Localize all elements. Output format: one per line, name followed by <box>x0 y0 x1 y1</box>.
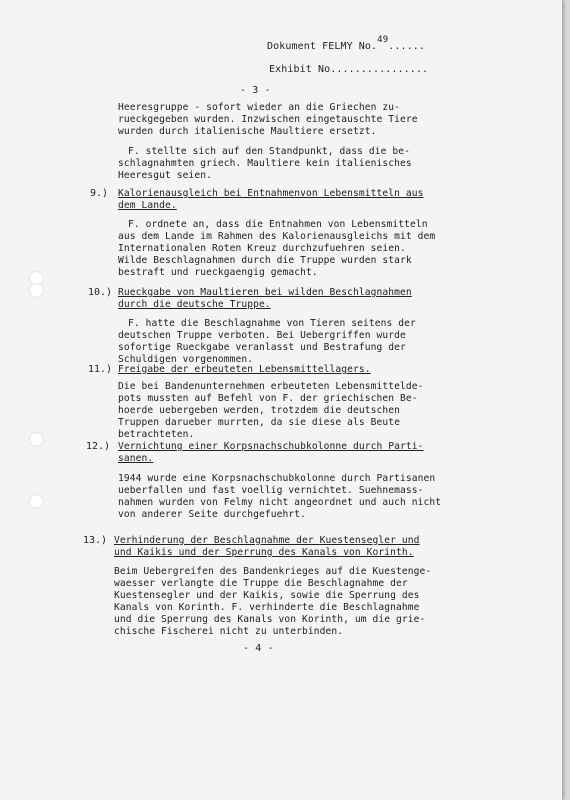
section-text: ueberfallen und fast voellig vernichtet. Suehnemass- <box>118 485 424 496</box>
intro-line: F. stellte sich auf den Standpunkt, dass die be- <box>128 146 411 157</box>
section-text: F. ordnete an, dass die Entnahmen von Lebensmitteln <box>128 219 428 230</box>
section-text: von anderer Seite durchgefuehrt. <box>118 509 307 520</box>
punch-hole <box>29 283 44 298</box>
section-heading: Vernichtung einer Korpsnachschubkolonne durch Parti- <box>118 441 424 452</box>
section-heading: Kalorienausgleich bei Entnahmenvon Lebensmitteln aus <box>118 188 424 199</box>
section-number: 13.) <box>83 535 108 546</box>
intro-line: schlagnahmten griech. Maultiere kein italienisches <box>118 158 412 169</box>
section-text: nahmen wurden von Felmy nicht angeordnet und auch nicht <box>118 497 442 508</box>
section-number: 9.) <box>90 188 109 199</box>
dokument-dots: ...... <box>388 41 425 52</box>
section-text: F. hatte die Beschlagnahme von Tieren seitens der <box>128 318 416 329</box>
dokument-number: 49 <box>377 35 389 45</box>
section-text: sofortige Rueckgabe veranlasst und Bestrafung der <box>118 342 406 353</box>
section-text: Kanals von Korinth. F. verhinderte die Beschlagnahme <box>114 602 420 613</box>
section-text: Die bei Bandenunternehmen erbeuteten Lebensmittelde- <box>118 381 424 392</box>
next-page-marker: - 4 - <box>243 643 274 654</box>
section-text: Wilde Beschlagnahmen durch die Truppe wurden stark <box>118 255 412 266</box>
intro-line: Heeresgut seien. <box>118 170 213 181</box>
punch-hole <box>29 432 44 447</box>
section-heading: sanen. <box>118 453 154 464</box>
section-number: 10.) <box>88 287 113 298</box>
section-heading: und Kaikis und der Sperrung des Kanals von Korinth. <box>114 547 414 558</box>
section-text: betrachteten. <box>118 429 195 440</box>
section-text: bestraft und rueckgaengig gemacht. <box>118 267 318 278</box>
dokument-label: Dokument FELMY No. <box>267 41 378 52</box>
section-number: 11.) <box>88 364 113 375</box>
exhibit-dots: ............... <box>336 64 429 75</box>
section-heading: Freigabe der erbeuteten Lebensmittellagers. <box>118 364 371 375</box>
page-number: - 3 - <box>240 85 271 96</box>
intro-line: Heeresgruppe - sofort wieder an die Griechen zu- <box>118 102 401 113</box>
intro-line: wurden durch italienische Maultiere ersetzt. <box>118 126 377 137</box>
punch-hole <box>29 494 44 509</box>
section-text: aus dem Lande im Rahmen des Kalorienausgleichs mit dem <box>118 231 436 242</box>
section-text: hoerde uebergeben werden, trotzdem die deutschen <box>118 405 401 416</box>
section-text: deutschen Truppe verboten. Bei Uebergriffen wurde <box>118 330 406 341</box>
section-text: pots mussten auf Befehl von F. der griechischen Be- <box>118 393 418 404</box>
intro-line: rueckgegeben wurden. Inzwischen eingetauschte Tiere <box>118 114 418 125</box>
section-text: Truppen darueber murrten, da sie diese als Beute <box>118 417 401 428</box>
section-text: Beim Uebergreifen des Bandenkrieges auf die Kuestenge- <box>114 566 432 577</box>
dokument-line <box>267 35 425 54</box>
section-heading: durch die deutsche Truppe. <box>118 299 271 310</box>
section-number: 12.) <box>86 441 111 452</box>
section-text: Schuldigen vorgenommen. <box>118 354 254 365</box>
section-text: Kuestensegler und der Kaikis, sowie die Sperrung des <box>114 590 420 601</box>
section-heading: Verhinderung der Beschlagnahme der Kuestensegler und <box>114 535 420 546</box>
section-heading: dem Lande. <box>118 200 177 211</box>
section-heading: Rueckgabe von Maultieren bei wilden Beschlagnahmen <box>118 287 412 298</box>
exhibit-label: Exhibit No. <box>269 64 337 75</box>
section-text: waesser verlangte die Truppe die Beschlagnahme der <box>114 578 408 589</box>
section-text: 1944 wurde eine Korpsnachschubkolonne durch Partisanen <box>118 473 436 484</box>
section-text: und die Sperrung des Kanals von Korinth, um die grie- <box>114 614 426 625</box>
section-text: Internationalen Roten Kreuz durchzufuehren seien. <box>118 243 406 254</box>
section-text: chische Fischerei nicht zu unterbinden. <box>114 626 344 637</box>
exhibit-line <box>269 64 428 76</box>
